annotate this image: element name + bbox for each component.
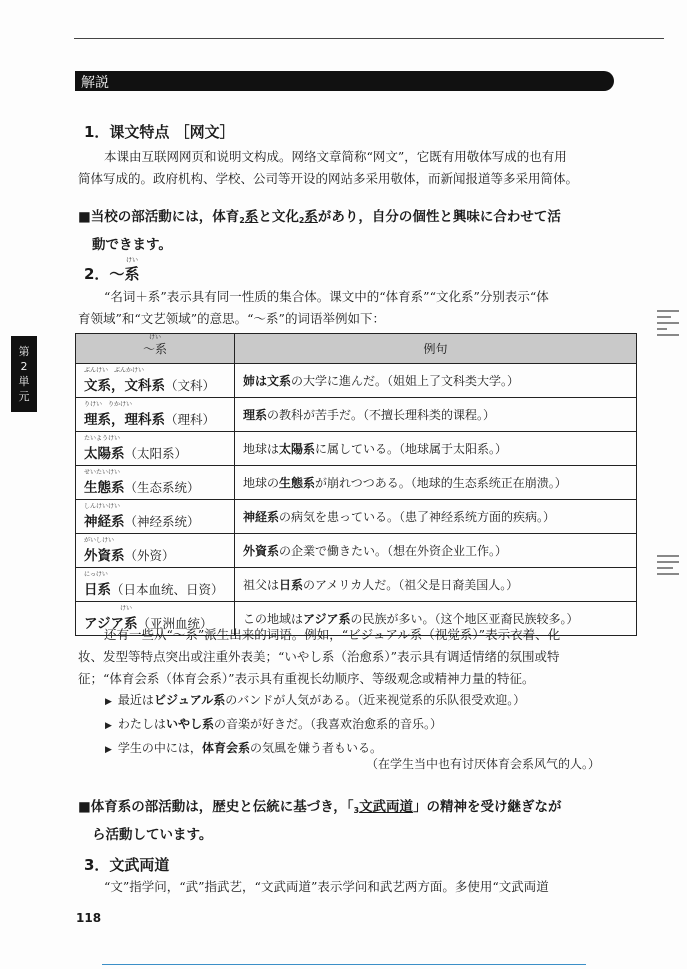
furigana: けい — [148, 334, 161, 341]
note-number: 2 — [298, 216, 305, 225]
triangle-bullet-icon: ▶ — [105, 721, 112, 731]
bullet-pre: 学生の中には， — [117, 741, 202, 755]
term: 生態系 — [84, 479, 125, 496]
example1-text: があり，自分の個性と興味に合わせて活 — [317, 209, 561, 225]
gloss: （文科） — [165, 377, 216, 393]
section2-title-prefix: 2．～ — [84, 265, 125, 283]
table-row — [76, 500, 637, 534]
sentence-rest: が崩れつつある。（地球的生态系统正在崩溃。） — [315, 476, 567, 490]
header-term-label: ～系 — [142, 342, 167, 356]
side-tab-char: 単 — [18, 375, 30, 388]
bullet-bold: いやし系 — [165, 717, 214, 731]
table-header-sentence: 例句 — [235, 334, 637, 364]
page-number: 118 — [76, 911, 102, 925]
table-row — [76, 432, 637, 466]
side-tab-char: 第 — [18, 345, 30, 358]
bullet-bold: ビジュアル系 — [153, 693, 226, 707]
sentence-rest: の民族が多い。（这个地区亚裔民族较多。） — [350, 612, 579, 626]
scan-margin-marks — [657, 555, 679, 579]
section-header-label: 解説 — [81, 75, 109, 91]
gloss: （外资） — [124, 547, 175, 563]
example-sentence-2 — [78, 795, 623, 847]
sentence-cell — [235, 534, 637, 568]
gloss: （理科） — [165, 411, 216, 427]
example2-line2: ら活動しています。 — [92, 827, 213, 843]
bullet-bold: 体育会系 — [201, 741, 250, 755]
gloss: （太阳系） — [124, 445, 188, 461]
list-item — [105, 713, 525, 737]
term-cell — [76, 466, 235, 500]
table-row — [76, 398, 637, 432]
furigana: にっけい — [84, 571, 108, 578]
list-item — [105, 689, 525, 713]
sentence-bold: 外資系 — [243, 544, 280, 558]
example1-text: 当校の部活動には，体育 — [90, 209, 240, 225]
sentence-bold: 太陽系 — [279, 442, 316, 456]
section3-title: 3．文武両道 — [84, 856, 170, 874]
section2-title-kanji: 系 — [124, 265, 140, 283]
section2-body-line1: “名词＋系”表示具有同一性质的集合体。课文中的“体育系”“文化系”分别表示“体 — [104, 289, 549, 304]
section2-title — [84, 257, 140, 284]
term-cell — [76, 398, 235, 432]
term: 外資系 — [84, 547, 125, 564]
sentence-cell — [235, 398, 637, 432]
square-marker-icon: ■ — [78, 209, 91, 225]
table-header-row — [76, 334, 637, 364]
table-row — [76, 568, 637, 602]
triangle-bullet-icon: ▶ — [105, 697, 112, 707]
sentence-pre: この地域は — [243, 612, 304, 626]
term: 神経系 — [84, 513, 125, 530]
example-sentence-1 — [78, 205, 623, 257]
sentence-pre: 地球の — [243, 476, 280, 490]
gloss: （生态系统） — [124, 479, 200, 495]
sentence-bold: アジア系 — [303, 612, 351, 626]
section-header-bar — [75, 71, 614, 91]
furigana: たいようけい — [84, 435, 121, 442]
sentence-rest: の病気を患っている。（患了神经系统方面的疾病。） — [279, 510, 556, 524]
table-header-term — [76, 334, 235, 364]
furigana: せいたいけい — [84, 469, 121, 476]
derived-examples-list — [105, 689, 525, 761]
sentence-rest: の教科が苦手だ。（不擅长理科类的课程。） — [267, 408, 496, 422]
furigana: ぶんけい ぶんかけい — [84, 367, 145, 374]
furigana: がいしけい — [84, 537, 115, 544]
underlined-term: 系 — [304, 209, 318, 225]
furigana: けい — [125, 257, 138, 264]
bullet-rest: の気風を嫌う者もいる。 — [249, 741, 382, 755]
section1-body-line2: 简体写成的。政府机构、学校、公司等开设的网站多采用敬体，而新闻报道等多采用简体。 — [78, 171, 579, 186]
term: アジア系 — [84, 615, 138, 632]
section2-body — [78, 286, 623, 330]
derived-line2: 妆、发型等特点突出或注重外表美；“いやし系（治愈系）”表示具有调适情绪的氛围或特 — [78, 649, 560, 664]
derived-line3: 征；“体育会系（体育会系）”表示具有重视长幼顺序、等级观念或精神力量的特征。 — [78, 671, 535, 686]
table-row — [76, 364, 637, 398]
sentence-rest: の企業で働きたい。（想在外资企业工作。） — [279, 544, 508, 558]
section1-title: 1．课文特点 ［网文］ — [84, 123, 235, 141]
sentence-cell — [235, 364, 637, 398]
note-number: 2 — [239, 216, 245, 225]
square-marker-icon: ■ — [78, 799, 91, 815]
example2-text: 体育系の部活動は，歴史と伝統に基づき，「 — [90, 799, 354, 815]
unit-side-tab — [11, 336, 37, 412]
derived-line1: 还有一些从“～系”派生出来的词语。例如，“ビジュアル系（视觉系）”表示衣着、化 — [104, 627, 561, 642]
top-rule — [74, 38, 664, 39]
sentence-bold: 姉は文系 — [243, 374, 292, 388]
sentence-rest: の大学に進んだ。（姐姐上了文科类大学。） — [291, 374, 520, 388]
bullet-rest: の音楽が好きだ。（我喜欢治愈系的音乐。） — [213, 717, 442, 731]
furigana: りけい りかけい — [84, 401, 133, 408]
term: 文系，文科系 — [84, 377, 165, 394]
term: 太陽系 — [84, 445, 125, 462]
sentence-rest: のアメリカ人だ。（祖父是日裔美国人。） — [303, 578, 519, 592]
bullet-pre: わたしは — [117, 717, 166, 731]
table-row — [76, 534, 637, 568]
sentence-bold: 生態系 — [279, 476, 316, 490]
sentence-cell — [235, 568, 637, 602]
examples-table — [75, 333, 637, 636]
side-tab-char: 2 — [20, 360, 28, 373]
gloss: （神经系统） — [124, 513, 200, 529]
bullet-rest: のバンドが人気がある。（近来视觉系的乐队很受欢迎。） — [225, 693, 526, 707]
sentence-bold: 日系 — [279, 578, 304, 592]
section3-body-line1: “文”指学问，“武”指武艺，“文武両道”表示学问和武艺两方面。多使用“文武両道 — [104, 879, 549, 894]
table-row — [76, 466, 637, 500]
term: 理系，理科系 — [84, 411, 165, 428]
gloss: （亚洲血统） — [137, 615, 213, 631]
sentence-pre: 祖父は — [243, 578, 280, 592]
sentence-cell — [235, 432, 637, 466]
term: 日系 — [84, 581, 111, 598]
scan-margin-marks — [657, 310, 679, 340]
term-cell — [76, 364, 235, 398]
gloss: （日本血统、日资） — [111, 581, 224, 597]
underlined-term: 文武両道 — [359, 799, 414, 815]
sentence-pre: 地球は — [243, 442, 280, 456]
sentence-rest: に属している。（地球属于太阳系。） — [315, 442, 508, 456]
section3-body — [78, 876, 623, 898]
bottom-rule — [102, 964, 586, 965]
example1-text: と文化 — [258, 209, 299, 225]
term-cell — [76, 534, 235, 568]
sentence-cell — [235, 466, 637, 500]
example1-line2: 動できます。 — [92, 237, 172, 253]
furigana: しんけいけい — [84, 503, 121, 510]
furigana: けい — [120, 605, 133, 612]
underlined-term: 系 — [244, 209, 259, 225]
note-number: 3 — [353, 806, 360, 815]
section2-body-line2: 育领域”和“文艺领域”的意思。“～系”的词语举例如下： — [78, 311, 385, 326]
sentence-bold: 神経系 — [243, 510, 280, 524]
term-cell — [76, 432, 235, 466]
bullet-translation: （在学生当中也有讨厌体育会系风气的人。） — [366, 757, 601, 771]
triangle-bullet-icon: ▶ — [105, 745, 112, 755]
derived-words-paragraph — [78, 624, 623, 690]
sentence-bold: 理系 — [243, 408, 268, 422]
bullet-pre: 最近は — [117, 693, 154, 707]
term-cell — [76, 500, 235, 534]
section1-body-line1: 本课由互联网网页和说明文构成。网络文章简称“网文”，它既有用敬体写成的也有用 — [104, 149, 567, 164]
example2-text: 」の精神を受け継ぎなが — [413, 799, 562, 815]
side-tab-char: 元 — [18, 390, 30, 403]
term-cell — [76, 568, 235, 602]
sentence-cell — [235, 500, 637, 534]
section1-body — [78, 146, 618, 190]
